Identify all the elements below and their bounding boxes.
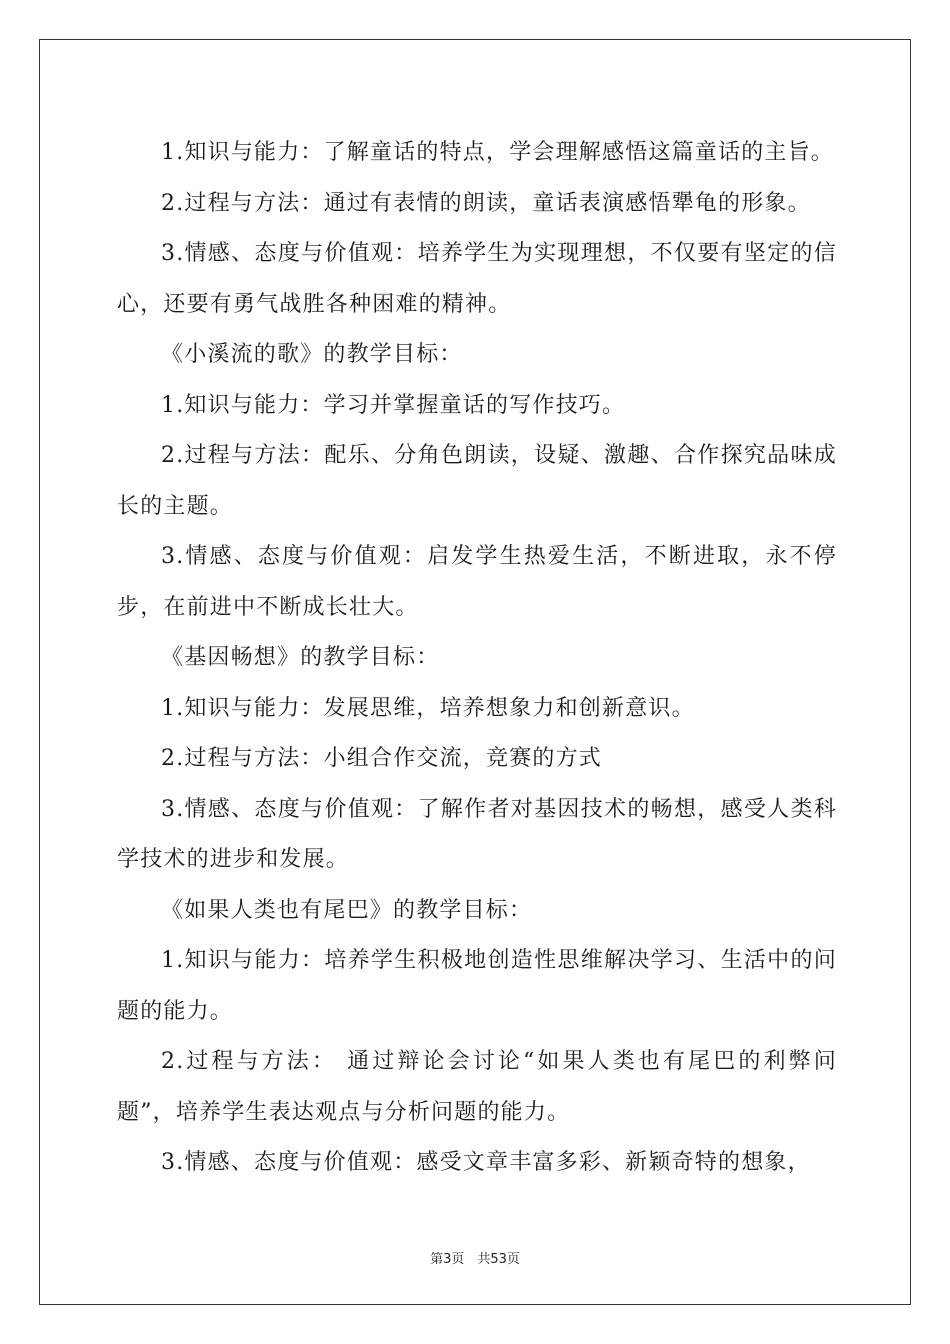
paragraph: 2.过程与方法：小组合作交流，竞赛的方式 xyxy=(161,746,602,771)
paragraph: 1.知识与能力：了解童话的特点，学会理解感悟这篇童话的主旨。 xyxy=(161,140,834,165)
paragraph: 3.情感、态度与价值观：培养学生为实现理想，不仅要有坚定的信心，还要有勇气战胜各种困难的精神。 xyxy=(117,241,837,317)
paragraph: 1.知识与能力：培养学生积极地创造性思维解决学习、生活中的问题的能力。 xyxy=(117,948,837,1024)
paragraph: 1.知识与能力：学习并掌握童话的写作技巧。 xyxy=(161,392,626,418)
paragraph: 2.过程与方法：通过有表情的朗读，童话表演感悟犟龟的形象。 xyxy=(161,190,811,216)
paragraph: 3.情感、态度与价值观：启发学生热爱生活，不断进取，永不停步，在前进中不断成长壮大。 xyxy=(117,544,837,620)
paragraph: 3.情感、态度与价值观：感受文章丰富多彩、新颖奇特的想象， xyxy=(161,1150,811,1175)
paragraph: 1.知识与能力：发展思维，培养想象力和创新意识。 xyxy=(161,695,695,721)
paragraph: 2.过程与方法： 通过辩论会讨论“如果人类也有尾巴的利弊问题”，培养学生表达观点与分析问题的能力。 xyxy=(117,1049,837,1125)
paragraph: 2.过程与方法：配乐、分角色朗读，设疑、激趣、合作探究品味成长的主题。 xyxy=(117,443,837,519)
section-heading: 《小溪流的歌》的教学目标： xyxy=(161,342,463,367)
document-body xyxy=(117,128,837,1189)
paragraph: 3.情感、态度与价值观：了解作者对基因技术的畅想，感受人类科学技术的进步和发展。 xyxy=(117,796,837,872)
page-number: 第3页 共53页 xyxy=(430,1252,520,1267)
section-heading: 《基因畅想》的教学目标： xyxy=(161,645,440,670)
section-heading: 《如果人类也有尾巴》的教学目标： xyxy=(161,897,533,923)
